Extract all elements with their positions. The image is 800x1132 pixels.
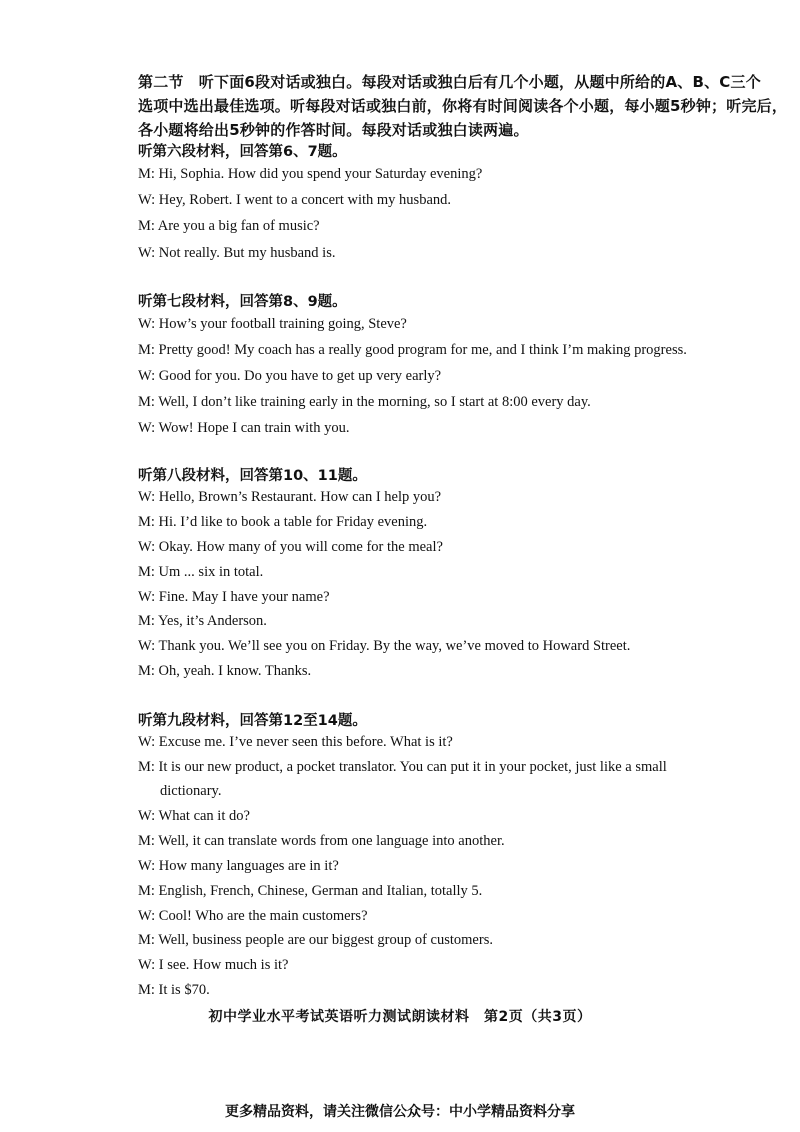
- dialogue-line: W: Okay. How many of you will come for the meal?: [138, 539, 443, 555]
- dialogue-line: dictionary.: [160, 783, 222, 799]
- dialogue-line: W: Excuse me. I’ve never seen this before. What is it?: [138, 734, 453, 750]
- page-footer: 初中学业水平考试英语听力测试朗读材料 第2页（共3页）: [208, 1009, 592, 1025]
- dialogue-line: W: How’s your football training going, Steve?: [138, 316, 407, 332]
- dialogue-line: W: How many languages are in it?: [138, 858, 339, 874]
- section-intro: [138, 70, 788, 142]
- dialogue-line: M: Well, I don’t like training early in the morning, so I start at 8:00 every day.: [138, 394, 591, 410]
- dialogue-line: M: Well, business people are our biggest group of customers.: [138, 932, 493, 948]
- intro-line: 各小题将给出5秒钟的作答时间。每段对话或独白读两遍。: [138, 121, 529, 139]
- dialogue-line: M: English, French, Chinese, German and Italian, totally 5.: [138, 883, 483, 899]
- dialogue-line: M: Yes, it’s Anderson.: [138, 613, 267, 629]
- dialogue-line: W: Not really. But my husband is.: [138, 245, 336, 261]
- section-heading: 听第六段材料，回答第6、7题。: [138, 144, 347, 160]
- dialogue-line: W: Cool! Who are the main customers?: [138, 908, 368, 924]
- dialogue-line: M: It is our new product, a pocket translator. You can put it in your pocket, just like a small: [138, 759, 667, 775]
- promo-note: 更多精品资料，请关注微信公众号：中小学精品资料分享: [225, 1104, 575, 1120]
- dialogue-line: M: Well, it can translate words from one language into another.: [138, 833, 505, 849]
- dialogue-line: M: Um ... six in total.: [138, 564, 264, 580]
- dialogue-line: M: Hi. I’d like to book a table for Friday evening.: [138, 514, 428, 530]
- intro-line: 选项中选出最佳选项。听每段对话或独白前，你将有时间阅读各个小题，每小题5秒钟；听完后，: [138, 97, 788, 115]
- section-heading: 听第七段材料，回答第8、9题。: [138, 294, 347, 310]
- section-heading: 听第八段材料，回答第10、11题。: [138, 468, 367, 484]
- dialogue-line: M: It is $70.: [138, 982, 210, 998]
- section-heading: 听第九段材料，回答第12至14题。: [138, 713, 367, 729]
- dialogue-line: M: Pretty good! My coach has a really good program for me, and I think I’m making progress.: [138, 342, 687, 358]
- dialogue-line: M: Are you a big fan of music?: [138, 218, 320, 234]
- dialogue-line: W: Hello, Brown’s Restaurant. How can I help you?: [138, 489, 442, 505]
- dialogue-line: M: Hi, Sophia. How did you spend your Saturday evening?: [138, 166, 483, 182]
- dialogue-line: W: Good for you. Do you have to get up very early?: [138, 368, 442, 384]
- dialogue-line: W: What can it do?: [138, 808, 250, 824]
- dialogue-line: W: Wow! Hope I can train with you.: [138, 420, 350, 436]
- dialogue-line: M: Oh, yeah. I know. Thanks.: [138, 663, 312, 679]
- dialogue-line: W: Thank you. We’ll see you on Friday. By the way, we’ve moved to Howard Street.: [138, 638, 631, 654]
- dialogue-line: W: Hey, Robert. I went to a concert with my husband.: [138, 192, 452, 208]
- dialogue-line: W: I see. How much is it?: [138, 957, 289, 973]
- intro-line: 第二节 听下面6段对话或独白。每段对话或独白后有几个小题，从题中所给的A、B、C三个: [138, 73, 761, 91]
- dialogue-line: W: Fine. May I have your name?: [138, 589, 330, 605]
